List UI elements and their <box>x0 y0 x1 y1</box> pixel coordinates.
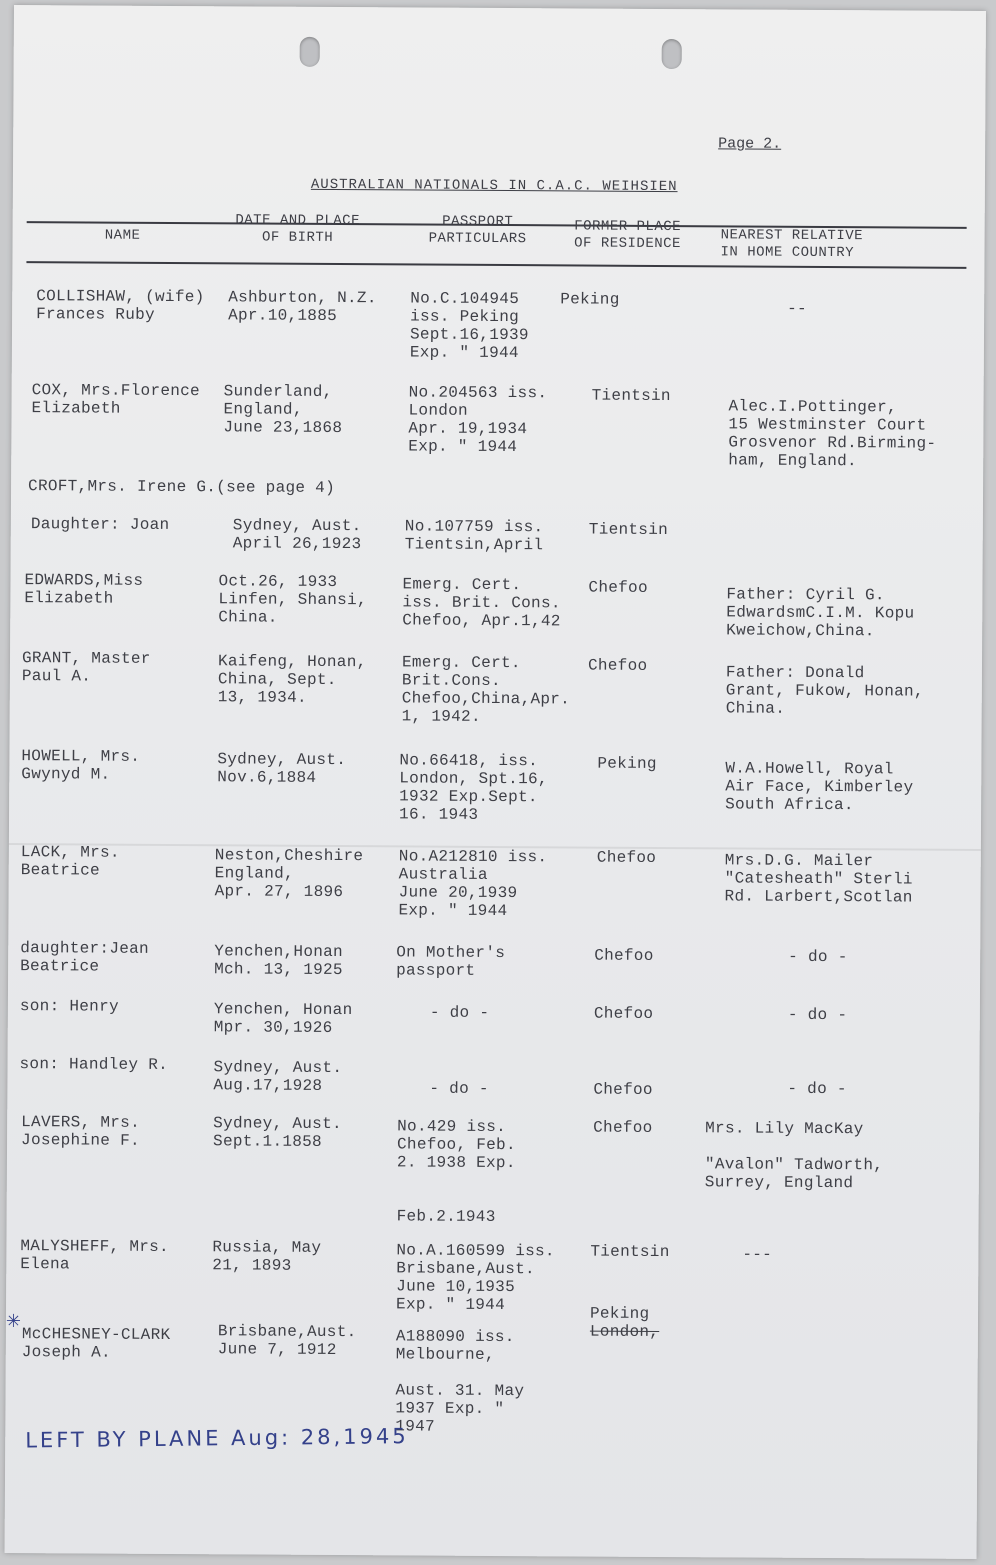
header-passport: PASSPORT PARTICULARS <box>428 213 527 248</box>
row-passport: On Mother's passport <box>396 943 506 980</box>
row-relative: Father: Donald Grant, Fukow, Honan, China. <box>725 663 924 718</box>
punch-hole-right <box>662 39 682 69</box>
row-birth: Oct.26, 1933 Linfen, Shansi, China. <box>218 572 367 627</box>
row-birth: Kaifeng, Honan, China, Sept. 13, 1934. <box>217 652 367 707</box>
row-residence-struck: London, <box>589 1322 660 1341</box>
row-name: COX, Mrs.Florence Elizabeth <box>31 381 201 418</box>
row-residence: Chefoo <box>587 656 648 675</box>
row-birth: Sydney, Aust. Nov.6,1884 <box>217 750 347 787</box>
row-passport: No.C.104945 iss. Peking Sept.16,1939 Exp. " 1944 <box>409 289 529 363</box>
row-birth: Sydney, Aust. April 26,1923 <box>232 516 362 554</box>
row-name: daughter:Jean Beatrice <box>20 939 150 976</box>
row-name: COLLISHAW, (wife) Frances Ruby <box>36 287 205 324</box>
row-passport: No.A212810 iss. Australia June 20,1939 Exp. " 1944 <box>398 847 548 921</box>
row-relative: -- <box>787 299 808 318</box>
header-name: NAME <box>104 227 141 244</box>
row-passport: No.66418, iss. London, Spt.16, 1932 Exp.Sept. 16. 1943 <box>399 751 548 824</box>
row-passport: Emerg. Cert. Brit.Cons. Chefoo,China,Apr. 1, 1942. <box>401 653 571 726</box>
row-passport: No.429 iss. Chefoo, Feb. 2. 1938 Exp. Feb.2.1943 <box>396 1117 516 1226</box>
document-title: AUSTRALIAN NATIONALS IN C.A.C. WEIHSIEN <box>310 176 678 196</box>
row-birth: Sydney, Aust. Sept.1.1858 <box>213 1114 342 1151</box>
row-residence: Peking <box>589 1304 650 1323</box>
row-residence: Tientsin <box>590 1242 670 1262</box>
handwritten-note: LEFT BY PLANE Aug: 28,1945 <box>25 1424 409 1453</box>
header-birth: DATE AND PLACE OF BIRTH <box>235 212 361 246</box>
row-relative: Alec.I.Pottinger, 15 Westminster Court Grosvenor Rd.Birming- ham, England. <box>728 397 937 471</box>
row-birth: Yenchen,Honan Mch. 13, 1925 <box>214 942 344 980</box>
row-residence: Chefoo <box>594 946 654 965</box>
row-passport: No.A.160599 iss. Brisbane,Aust. June 10,1935 Exp. " 1944 <box>396 1241 555 1315</box>
row-relative: W.A.Howell, Royal Air Face, Kimberley South Africa. <box>725 759 914 815</box>
row-name: LACK, Mrs. Beatrice <box>20 843 120 880</box>
document-sheet <box>5 5 986 1559</box>
row-relative: Father: Cyril G. EdwardsmC.I.M. Kopu Kweichow,China. <box>726 585 915 641</box>
header-rule-bottom <box>26 261 966 269</box>
row-name: son: Handley R. <box>19 1055 169 1074</box>
row-passport: A188090 iss. Melbourne, Aust. 31. May 1937 Exp. " 1947 <box>395 1327 525 1436</box>
row-relative: --- <box>742 1245 773 1264</box>
row-passport: - do - <box>429 1003 490 1022</box>
row-name: HOWELL, Mrs. Gwynyd M. <box>21 747 141 784</box>
row-name: McCHESNEY-CLARK Joseph A. <box>21 1325 171 1362</box>
row-name: CROFT,Mrs. Irene G.(see page 4) <box>28 477 336 498</box>
page-number: Page 2. <box>718 135 782 153</box>
row-passport: No.107759 iss. Tientsin,April <box>404 517 544 555</box>
punch-hole-left <box>300 37 320 67</box>
row-residence: Chefoo <box>596 848 657 867</box>
row-passport: Emerg. Cert. iss. Brit. Cons. Chefoo, Apr.1,42 <box>402 575 561 631</box>
row-name: GRANT, Master Paul A. <box>21 649 151 686</box>
row-residence: Chefoo <box>588 578 648 597</box>
row-birth: Brisbane,Aust. June 7, 1912 <box>217 1322 357 1360</box>
row-passport: No.204563 iss. London Apr. 19,1934 Exp. " 1944 <box>408 383 548 457</box>
row-residence: Tientsin <box>588 520 669 540</box>
row-birth: Neston,Cheshire England, Apr. 27, 1896 <box>214 846 364 902</box>
row-name: EDWARDS,Miss Elizabeth <box>24 571 144 608</box>
row-relative: - do - <box>787 1005 848 1025</box>
row-relative: - do - <box>788 947 848 967</box>
header-residence: FORMER PLACE OF RESIDENCE <box>574 218 682 253</box>
row-residence: Tientsin <box>591 386 671 406</box>
row-residence: Chefoo <box>593 1004 654 1023</box>
asterisk-mark: ✳ <box>5 1311 22 1333</box>
row-birth: Ashburton, N.Z. Apr.10,1885 <box>228 288 377 326</box>
row-residence: Chefoo <box>593 1118 653 1137</box>
row-residence: Peking <box>560 290 620 309</box>
row-relative: Mrs. Lily MacKay "Avalon" Tadworth, Surrey, England <box>704 1119 884 1193</box>
row-birth: Sydney, Aust. Aug.17,1928 <box>213 1058 343 1095</box>
row-residence: Chefoo <box>593 1080 653 1099</box>
row-passport: - do - <box>429 1079 489 1098</box>
row-birth: Sunderland, England, June 23,1868 <box>223 382 343 438</box>
row-name: LAVERS, Mrs. Josephine F. <box>21 1113 141 1150</box>
row-name: MALYSHEFF, Mrs. Elena <box>20 1237 170 1274</box>
row-residence: Peking <box>597 754 657 773</box>
row-name: son: Henry <box>19 997 119 1016</box>
row-birth: Russia, May 21, 1893 <box>212 1238 322 1275</box>
row-name: Daughter: Joan <box>30 515 170 534</box>
header-relative: NEAREST RELATIVE IN HOME COUNTRY <box>720 227 864 262</box>
row-relative: Mrs.D.G. Mailer "Catesheath" Sterli Rd. Larbert,Scotlan <box>724 851 913 907</box>
row-relative: - do - <box>787 1079 847 1099</box>
row-birth: Yenchen, Honan Mpr. 30,1926 <box>213 1000 353 1037</box>
